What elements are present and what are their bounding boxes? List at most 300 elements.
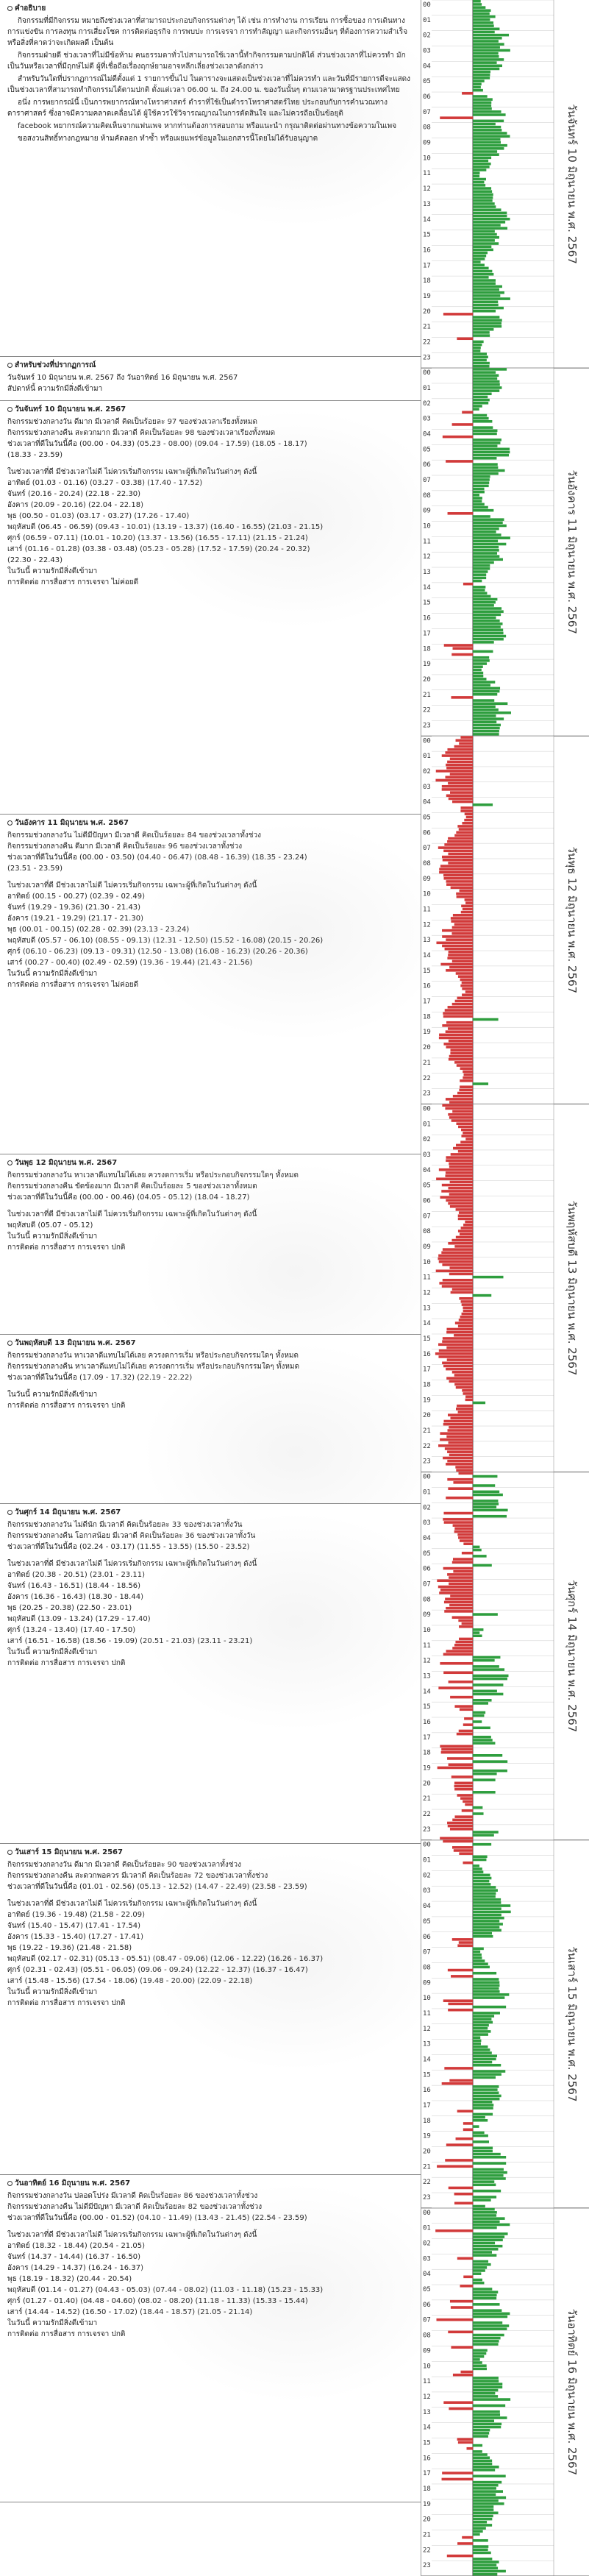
good-time-bar <box>473 355 488 358</box>
good-time-bar <box>473 573 486 576</box>
bad-time-bar <box>460 979 473 982</box>
hour-label: 07 <box>423 1213 431 1221</box>
good-time-bar <box>473 469 505 472</box>
day-detail-line: อังคาร (15.33 - 15.40) (17.27 - 17.41) <box>7 1933 143 1941</box>
hour-label: 06 <box>423 1565 431 1573</box>
hour-label: 19 <box>423 1764 431 1773</box>
bullet-icon <box>7 1160 13 1165</box>
good-time-bar <box>473 239 495 242</box>
bad-time-bar <box>465 1803 473 1806</box>
good-time-bar <box>473 1294 491 1297</box>
day-detail-line: พุธ (20.25 - 20.38) (22.50 - 23.01) <box>7 1604 132 1612</box>
good-time-bar <box>473 2303 500 2306</box>
bad-time-bar <box>454 1849 473 1852</box>
good-time-bar <box>473 2113 493 2116</box>
bad-time-bar <box>450 1828 473 1831</box>
bad-time-bar <box>452 1003 473 1006</box>
good-time-bar <box>473 2224 510 2226</box>
good-time-bar <box>473 720 496 723</box>
hour-label: 14 <box>423 1320 431 1328</box>
bad-time-bar <box>451 1975 473 1978</box>
day-heading: วันพุธ 12 มิถุนายน พ.ศ. 2567 <box>7 1157 416 1168</box>
good-time-bar <box>473 1564 492 1567</box>
timeline-day-label: วันพุธ 12 มิถุนายน พ.ศ. 2567 <box>565 846 579 994</box>
bad-time-bar <box>453 1147 473 1150</box>
good-time-bar <box>473 2214 496 2217</box>
good-time-bar <box>473 730 499 733</box>
good-time-bar <box>473 1613 498 1616</box>
good-time-bar <box>473 589 485 592</box>
good-time-bar <box>473 2221 500 2224</box>
summary-line: สัปดาห์นี้ ความรักมีสิ่งดีเข้ามา <box>7 385 103 393</box>
bad-time-bar <box>447 2555 473 2558</box>
bad-time-bar <box>454 1788 473 1791</box>
good-time-bar <box>473 150 497 153</box>
bad-time-bar <box>455 1466 473 1469</box>
day-section <box>0 1335 421 1504</box>
good-time-bar <box>473 1859 486 1862</box>
good-time-bar <box>473 1959 485 1962</box>
bad-time-bar <box>462 92 473 95</box>
bad-time-bar <box>459 742 473 745</box>
good-time-bar <box>473 543 506 546</box>
good-time-bar <box>473 2484 499 2487</box>
day-detail-line: ช่วงเวลาที่ดีในวันนี้คือ (02.24 - 03.17) (11.55 - 13.55) (15.50 - 23.52) <box>7 1543 250 1551</box>
bad-time-bar <box>443 436 473 439</box>
good-time-bar <box>473 488 485 491</box>
hour-label: 23 <box>423 722 431 730</box>
good-time-bar <box>473 712 511 714</box>
good-time-bar <box>473 255 486 258</box>
bad-time-bar <box>454 1245 473 1248</box>
good-time-bar <box>473 270 492 273</box>
bad-time-bar <box>453 1481 473 1484</box>
good-time-bar <box>473 2027 488 2030</box>
good-time-bar <box>473 546 499 549</box>
good-time-bar <box>473 1877 491 1880</box>
bad-time-bar <box>445 1009 473 1012</box>
good-time-bar <box>473 1956 482 1959</box>
day-detail-line: ในช่วงเวลาที่ดี มีช่วงเวลาไม่ดี ไม่ควรเริ่มกิจกรรม เฉพาะผู้ที่เกิดในวันต่างๆ ดังนี้ <box>7 1900 257 1908</box>
good-time-bar <box>473 441 500 444</box>
hour-label: 03 <box>423 783 431 791</box>
bad-time-bar <box>438 1586 473 1589</box>
hour-label: 03 <box>423 47 431 55</box>
good-time-bar <box>473 2463 492 2466</box>
good-time-bar <box>473 2076 496 2079</box>
good-time-bar <box>473 2511 499 2514</box>
good-time-bar <box>473 120 504 123</box>
good-time-bar <box>473 2045 488 2048</box>
day-detail-line: กิจกรรมช่วงกลางคืน หาเวลาดีแทบไม่ได้เลย ควรงดการเริ่ม หรือประกอบกิจกรรมใดๆ ทั้งหมด <box>7 1363 300 1371</box>
good-time-bar <box>473 212 507 215</box>
bad-time-bar <box>452 960 473 963</box>
good-time-bar <box>473 196 493 199</box>
bad-time-bar <box>440 1589 473 1592</box>
good-time-bar <box>473 392 492 395</box>
hour-label: 08 <box>423 492 431 500</box>
good-time-bar <box>473 2297 496 2300</box>
good-time-bar <box>473 31 495 34</box>
good-time-bar <box>473 2327 507 2330</box>
hour-label: 14 <box>423 1688 431 1696</box>
good-time-bar <box>473 294 500 297</box>
good-time-bar <box>473 635 506 638</box>
spacer <box>7 1553 416 1558</box>
bad-time-bar <box>442 785 473 788</box>
good-time-bar <box>473 279 496 282</box>
hour-label: 22 <box>423 1442 431 1450</box>
good-time-bar <box>473 6 485 9</box>
bad-time-bar <box>458 1218 473 1221</box>
hour-label: 20 <box>423 1412 431 1420</box>
bad-time-bar <box>449 1101 473 1104</box>
bad-time-bar <box>463 1800 473 1803</box>
good-time-bar <box>473 2098 499 2101</box>
bad-time-bar <box>457 997 473 1000</box>
day-section <box>0 1844 421 2175</box>
good-time-bar <box>473 2573 497 2576</box>
bullet-icon <box>7 363 13 368</box>
bad-time-bar <box>459 1211 473 1214</box>
hour-label: 00 <box>423 1841 431 1849</box>
good-time-bar <box>473 129 501 132</box>
good-time-bar <box>473 2217 505 2220</box>
good-time-bar <box>473 2190 501 2193</box>
good-time-bar <box>473 288 499 291</box>
day-detail-line: กิจกรรมช่วงกลางคืน สะดวกมาก มีเวลาดี คิดเป็นร้อยละ 98 ของช่วงเวลาเรียงทั้งหมด <box>7 429 276 437</box>
bad-time-bar <box>449 1454 473 1457</box>
good-time-bar <box>473 1742 495 1745</box>
good-time-bar <box>473 1702 488 1705</box>
timeline-day-label: วันพฤหัสบดี 13 มิถุนายน พ.ศ. 2567 <box>565 1200 579 1376</box>
bad-time-bar <box>451 1775 473 1778</box>
spacer <box>7 2224 416 2229</box>
bad-time-bar <box>442 1024 473 1027</box>
day-detail-line: กิจกรรมช่วงกลางคืน สะดวกพอควร มีเวลาดี คิดเป็นร้อยละ 72 ของช่วงเวลาทั้งช่วง <box>7 1872 268 1880</box>
good-time-bar <box>473 405 482 408</box>
day-detail-line: ช่วงเวลาที่ดีในวันนี้คือ (00.00 - 00.46) (04.05 - 05.12) (18.04 - 18.27) <box>7 1193 250 1202</box>
good-time-bar <box>473 40 499 43</box>
hour-label: 00 <box>423 1473 431 1481</box>
bad-time-bar <box>446 1328 473 1331</box>
good-time-bar <box>473 135 510 138</box>
day-detail-line: อาทิตย์ (19.36 - 19.48) (21.58 - 22.09) <box>7 1911 145 1919</box>
good-time-bar <box>473 650 493 653</box>
good-time-bar <box>473 107 492 110</box>
bad-time-bar <box>451 1291 473 1294</box>
bad-time-bar <box>450 1205 473 1208</box>
bad-time-bar <box>447 1460 473 1463</box>
bad-time-bar <box>439 1282 473 1285</box>
good-time-bar <box>473 24 494 27</box>
good-time-bar <box>473 699 494 702</box>
bad-time-bar <box>458 1536 473 1539</box>
day-section <box>0 815 421 1154</box>
good-time-bar <box>473 2563 496 2566</box>
bad-time-bar <box>463 1392 473 1395</box>
hour-label: 16 <box>423 982 431 990</box>
bad-time-bar <box>443 1840 473 1843</box>
good-time-bar <box>473 2279 482 2282</box>
bad-time-bar <box>465 901 473 904</box>
good-time-bar <box>473 1555 487 1558</box>
good-time-bar <box>473 328 493 331</box>
good-time-bar <box>473 601 496 604</box>
hour-label: 01 <box>423 1489 431 1497</box>
good-time-bar <box>473 2239 503 2242</box>
hour-label: 08 <box>423 2332 431 2340</box>
hour-label: 09 <box>423 1979 431 1987</box>
bad-time-bar <box>447 1450 473 1453</box>
hour-label: 11 <box>423 1274 431 1282</box>
bad-time-bar <box>443 1457 473 1460</box>
hour-label: 09 <box>423 1243 431 1251</box>
good-time-bar <box>473 2235 504 2238</box>
hour-label: 17 <box>423 1734 431 1742</box>
good-time-bar <box>473 1892 496 1895</box>
bad-time-bar <box>460 1232 473 1235</box>
bad-time-bar <box>452 1561 473 1564</box>
bad-time-bar <box>446 1199 473 1202</box>
good-time-bar <box>473 2343 499 2346</box>
hour-label: 23 <box>423 1825 431 1834</box>
bad-time-bar <box>446 883 473 886</box>
day-section <box>0 401 421 815</box>
good-time-bar <box>473 2413 500 2416</box>
bad-time-bar <box>462 2536 473 2539</box>
good-time-bar <box>473 2487 496 2490</box>
good-time-bar <box>473 2398 510 2401</box>
good-time-bar <box>473 322 501 325</box>
good-time-bar <box>473 536 510 539</box>
bad-time-bar <box>443 1420 473 1423</box>
bad-time-bar <box>458 1214 473 1217</box>
hour-label: 06 <box>423 93 431 102</box>
good-time-bar <box>473 1929 501 1932</box>
hour-label: 10 <box>423 1626 431 1634</box>
good-time-bar <box>473 2453 488 2456</box>
good-time-bar <box>473 2377 499 2380</box>
bullet-icon <box>7 1850 13 1855</box>
bad-time-bar <box>446 764 473 767</box>
hour-label: 18 <box>423 277 431 285</box>
good-time-bar <box>473 13 490 15</box>
good-time-bar <box>473 2508 493 2511</box>
bad-time-bar <box>442 1263 473 1266</box>
bad-time-bar <box>446 1368 473 1371</box>
good-time-bar <box>473 2355 484 2358</box>
hour-label: 21 <box>423 1059 431 1067</box>
hour-label: 07 <box>423 1948 431 1956</box>
bad-time-bar <box>456 1236 473 1239</box>
good-time-bar <box>473 267 489 270</box>
bad-time-bar <box>436 2318 473 2321</box>
good-time-bar <box>473 2054 497 2057</box>
good-time-bar <box>473 1484 495 1487</box>
bad-time-bar <box>456 1144 473 1147</box>
day-detail-line: เสาร์ (01.16 - 01.28) (03.38 - 03.48) (05.23 - 05.28) (17.52 - 17.59) (20.24 - 20.32) <box>7 545 310 553</box>
good-time-bar <box>473 2386 502 2389</box>
good-time-bar <box>473 2469 495 2472</box>
bad-time-bar <box>457 2542 473 2545</box>
good-time-bar <box>473 77 490 79</box>
good-time-bar <box>473 444 497 447</box>
bad-time-bar <box>446 2143 473 2146</box>
bad-time-bar <box>452 1616 473 1619</box>
day-detail-line: กิจกรรมช่วงกลางคืน ไม่ดีมีปัญหา มีเวลาดี คิดเป็นร้อยละ 82 ของช่วงเวลาทั้งช่วง <box>7 2203 263 2211</box>
good-time-bar <box>473 2392 495 2395</box>
hour-label: 12 <box>423 553 431 561</box>
intro-paragraph: กิจกรรมฝ่ายดี ช่วงเวลาที่ไม่มีข้อห้าม คนธรรมดาทั่วไปสามารถใช้เวลานี้ทำกิจกรรมตามปกติได้ ส่วนช่วงเวลาที่ไม่ควรทำ มักเป็นวันหรือเวลาที่มีฤกษ์ไม่ดี ผู้ที่เชื่อถือเรื่องฤกษ์ยามอาจหลีกเลี่ยงช่วงเวลาดังกล่าว <box>7 52 406 71</box>
good-time-bar <box>473 681 495 684</box>
hour-label: 11 <box>423 906 431 914</box>
bad-time-bar <box>446 1159 473 1162</box>
bad-time-bar <box>452 801 473 803</box>
good-time-bar <box>473 604 494 607</box>
good-time-bar <box>473 2006 506 2009</box>
day-detail-line: กิจกรรมช่วงกลางคืน ขัดข้องมาก มีเวลาดี คิดเป็นร้อยละ 5 ของช่วงเวลาทั้งหมด <box>7 1182 257 1191</box>
good-time-bar <box>473 2352 486 2355</box>
hour-label: 01 <box>423 1856 431 1864</box>
bad-time-bar <box>448 1187 473 1190</box>
bad-time-bar <box>448 954 473 957</box>
bad-time-bar <box>457 1944 473 1947</box>
day-detail-line: กิจกรรมช่วงกลางวัน ดีมาก มีเวลาดี คิดเป็นร้อยละ 97 ของช่วงเวลาเรียงทั้งหมด <box>7 418 257 426</box>
good-time-bar <box>473 1898 501 1901</box>
bad-time-bar <box>451 932 473 935</box>
good-time-bar <box>473 2561 499 2563</box>
good-time-bar <box>473 2260 488 2263</box>
hour-label: 19 <box>423 2132 431 2140</box>
good-time-bar <box>473 2199 491 2201</box>
bad-time-bar <box>456 831 473 834</box>
good-time-bar <box>473 592 487 595</box>
bad-time-bar <box>448 1825 473 1828</box>
bad-time-bar <box>439 1037 473 1040</box>
bad-time-bar <box>458 1619 473 1622</box>
good-time-bar <box>473 1778 496 1781</box>
good-time-bar <box>473 1856 488 1859</box>
bad-time-bar <box>444 644 473 647</box>
good-time-bar <box>473 2444 482 2447</box>
good-time-bar <box>473 1720 482 1723</box>
good-time-bar <box>473 1880 489 1883</box>
hour-label: 16 <box>423 246 431 255</box>
good-time-bar <box>473 2043 481 2045</box>
good-time-bar <box>473 659 490 662</box>
bad-time-bar <box>446 1171 473 1174</box>
bad-time-bar <box>465 898 473 901</box>
hour-label: 13 <box>423 569 431 577</box>
good-time-bar <box>473 1791 496 1794</box>
hour-label: 20 <box>423 2516 431 2524</box>
good-time-bar <box>473 221 505 224</box>
bad-time-bar <box>442 2478 473 2481</box>
bad-time-bar <box>454 1061 473 1064</box>
good-time-bar <box>473 1962 488 1965</box>
bad-time-bar <box>451 653 473 656</box>
good-time-bar <box>473 2340 499 2343</box>
bad-time-bar <box>463 583 473 586</box>
hour-label: 05 <box>423 78 431 86</box>
good-time-bar <box>473 347 481 350</box>
good-time-bar <box>473 21 493 24</box>
good-time-bar <box>473 1656 500 1659</box>
good-time-bar <box>473 2211 497 2214</box>
good-time-bar <box>473 2036 480 2039</box>
bad-time-bar <box>449 1058 473 1061</box>
bad-time-bar <box>460 1316 473 1319</box>
good-time-bar <box>473 2316 507 2318</box>
bad-time-bar <box>460 984 473 987</box>
hour-label: 22 <box>423 706 431 714</box>
good-time-bar <box>473 457 496 460</box>
hour-label: 14 <box>423 2056 431 2064</box>
day-detail-line: ในวันนี้ ความรักมีสิ่งดีเข้ามา <box>7 2319 98 2327</box>
good-time-bar <box>473 71 490 74</box>
bad-time-bar <box>451 1119 473 1122</box>
bad-time-bar <box>463 1071 473 1074</box>
day-detail-line: พุธ (19.22 - 19.36) (21.48 - 21.58) <box>7 1944 132 1952</box>
good-time-bar <box>473 2248 498 2251</box>
bad-time-bar <box>444 1521 473 1524</box>
good-time-bar <box>473 1770 507 1773</box>
day-detail-line: การติดต่อ การสื่อสาร การเจรจา ปกติ <box>7 1402 126 1410</box>
bad-time-bar <box>463 1224 473 1227</box>
hour-label: 02 <box>423 767 431 776</box>
hour-label: 05 <box>423 1182 431 1190</box>
hour-label: 07 <box>423 1580 431 1589</box>
hour-label: 23 <box>423 2194 431 2202</box>
good-time-bar <box>473 2364 487 2367</box>
bad-time-bar <box>456 1208 473 1211</box>
spacer <box>7 1383 416 1389</box>
good-time-bar <box>473 2405 505 2408</box>
day-heading: วันศุกร์ 14 มิถุนายน พ.ศ. 2567 <box>7 1507 416 1518</box>
good-time-bar <box>473 49 510 52</box>
bad-time-bar <box>438 1257 473 1260</box>
day-detail-line: ในช่วงเวลาที่ดี มีช่วงเวลาไม่ดี ไม่ควรเริ่มกิจกรรม เฉพาะผู้ที่เกิดในวันต่างๆ ดังนี้ <box>7 1560 257 1568</box>
bad-time-bar <box>460 1140 473 1143</box>
bad-time-bar <box>462 1389 473 1392</box>
good-time-bar <box>473 1475 497 1478</box>
bad-time-bar <box>459 1472 473 1475</box>
good-time-bar <box>473 2490 503 2493</box>
bad-time-bar <box>441 1251 473 1254</box>
hour-label: 03 <box>423 1151 431 1159</box>
bad-time-bar <box>454 834 473 837</box>
bad-time-bar <box>454 1334 473 1337</box>
hour-label: 08 <box>423 860 431 867</box>
hour-label: 13 <box>423 1305 431 1313</box>
bad-time-bar <box>465 1395 473 1398</box>
hour-label: 09 <box>423 2347 431 2355</box>
good-time-bar <box>473 2539 488 2542</box>
good-time-bar <box>473 481 489 484</box>
good-time-bar <box>473 1634 482 1637</box>
good-time-bar <box>473 344 482 347</box>
bad-time-bar <box>450 1181 473 1184</box>
day-detail-line: จันทร์ (20.16 - 20.24) (22.18 - 22.30) <box>7 490 141 498</box>
bad-time-bar <box>464 819 473 822</box>
good-time-bar <box>473 15 496 18</box>
bad-time-bar <box>445 1597 473 1600</box>
bad-time-bar <box>447 957 473 959</box>
bad-time-bar <box>443 1365 473 1368</box>
hour-label: 03 <box>423 1519 431 1527</box>
day-detail-line: (23.51 - 23.59) <box>7 865 63 873</box>
